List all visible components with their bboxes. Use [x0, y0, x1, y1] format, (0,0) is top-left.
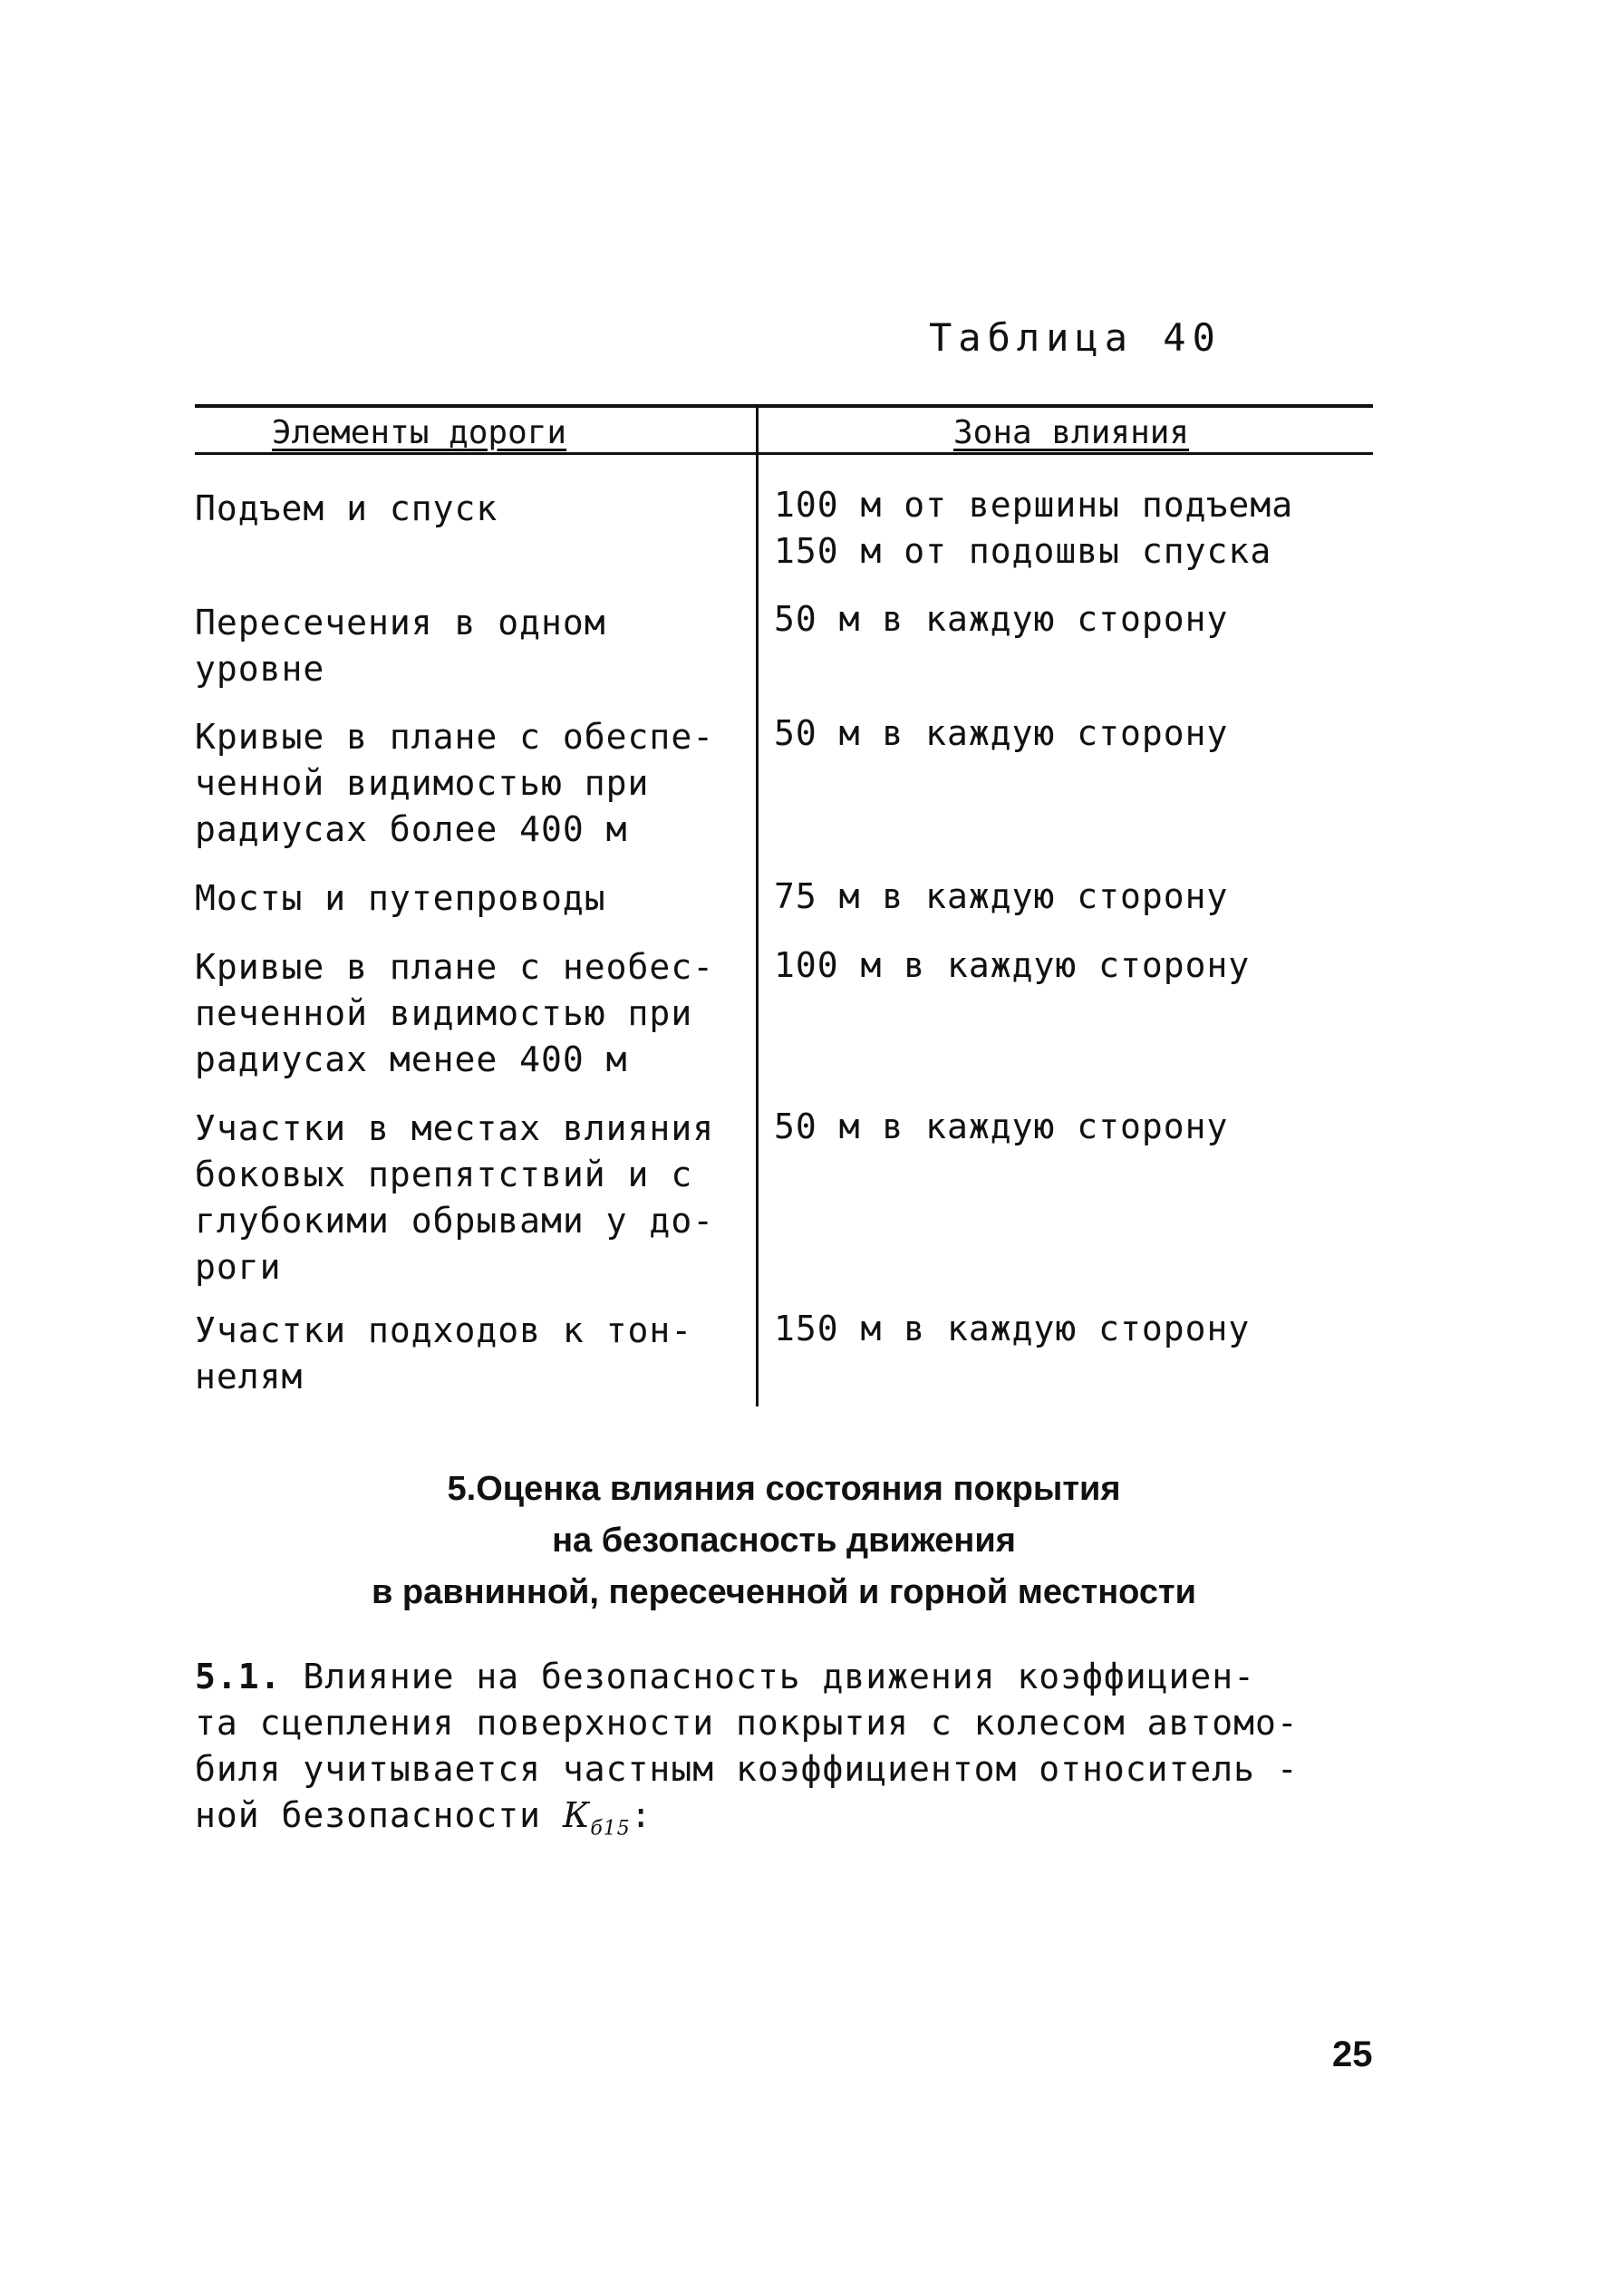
section-heading: 5.Оценка влияния состояния покрытия на безопасность движения в равнинной, пересеченной и горной местности	[371, 1470, 1196, 1611]
formula-coefficient	[562, 1795, 631, 1841]
paragraph-number: 5.1.	[195, 1657, 282, 1696]
table-column-divider	[756, 404, 759, 1406]
paragraph-5-1	[195, 1654, 1382, 1852]
table-row-element: Пересечения в одном уровне	[195, 603, 606, 689]
table-caption: Таблица 40	[929, 315, 1222, 360]
table-row-element: Подъем и спуск	[195, 488, 498, 528]
table-header-elements: Элементы дороги	[272, 414, 567, 451]
table-header-zone: Зона влияния	[953, 414, 1190, 451]
formula-subscript: б15	[590, 1817, 631, 1841]
paragraph-text: Влияние на безопасность движения коэффициен- та сцепления поверхности покрытия с колесом автомо- биля учитывается частным коэффициентом относитель - ной безопасности	[195, 1657, 1299, 1835]
table-row-zone: 75 м в каждую сторону	[774, 876, 1229, 916]
table-row-zone: 150 м в каждую сторону	[774, 1309, 1251, 1348]
table-row-zone: 50 м в каждую сторону	[774, 1107, 1229, 1146]
table-row-element: Участки подходов к тон- нелям	[195, 1310, 693, 1396]
table-row-zone: 50 м в каждую сторону	[774, 713, 1229, 753]
table-row-element: Мосты и путепроводы	[195, 878, 606, 918]
table-row-zone: 100 м в каждую сторону	[774, 945, 1251, 985]
table-row-zone: 100 м от вершины подъема 150 м от подошвы спуска	[774, 485, 1294, 571]
formula-symbol: К	[562, 1795, 591, 1835]
paragraph-tail: :	[630, 1795, 652, 1835]
table-row-element: Кривые в плане с необес- печенной видимостью при радиусах менее 400 м	[195, 947, 715, 1079]
table-row-zone: 50 м в каждую сторону	[774, 599, 1229, 639]
page-number: 25	[1332, 2034, 1373, 2074]
table-header-rule	[195, 452, 1373, 455]
table-row-element: Участки в местах влияния боковых препятствий и с глубокими обрывами у до- роги	[195, 1108, 715, 1287]
table-top-rule	[195, 404, 1373, 408]
table-row-element: Кривые в плане с обеспе- ченной видимостью при радиусах более 400 м	[195, 717, 715, 849]
